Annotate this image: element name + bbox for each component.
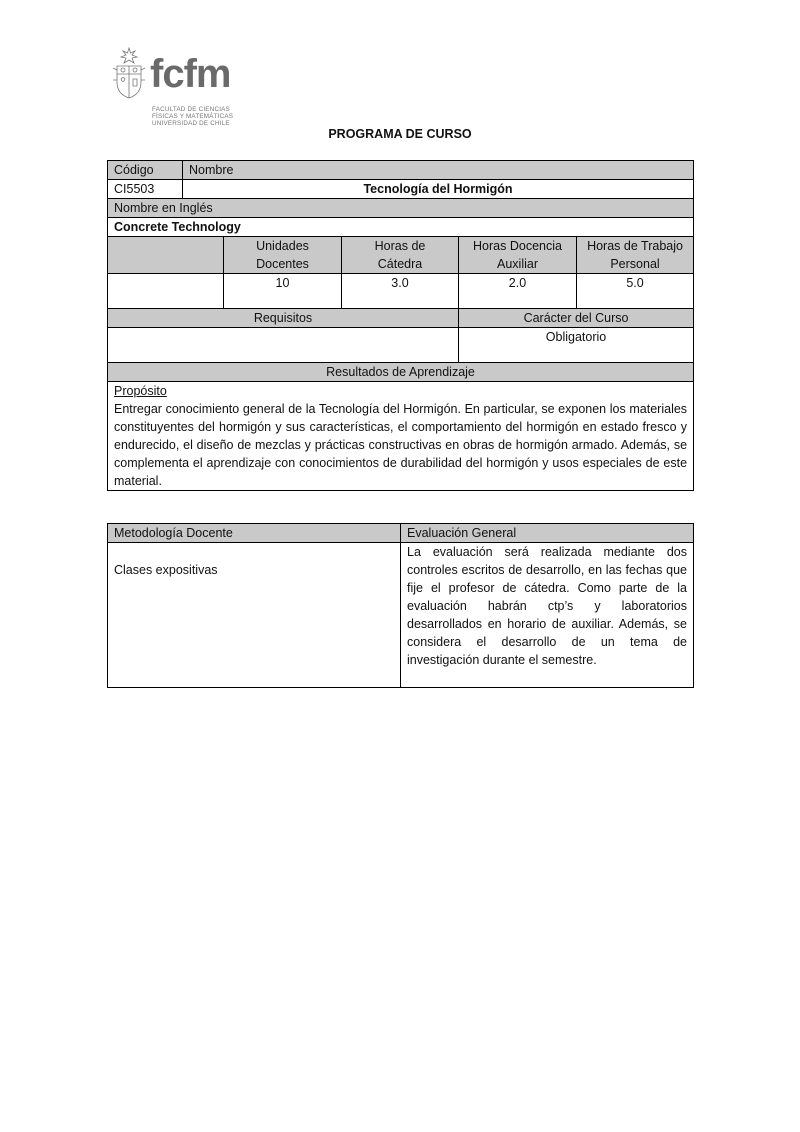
horas-personal-header: Horas de Trabajo Personal (577, 237, 694, 274)
horas-catedra-value: 3.0 (342, 274, 459, 309)
fcfm-logo (112, 46, 252, 130)
horas-catedra-header: Horas de Cátedra (342, 237, 459, 274)
horas-auxiliar-header: Horas Docencia Auxiliar (459, 237, 577, 274)
caracter-label: Carácter del Curso (459, 309, 694, 328)
methodology-table (107, 523, 694, 688)
page-title: PROGRAMA DE CURSO (328, 127, 472, 141)
metodologia-label: Metodología Docente (108, 524, 401, 543)
university-crest-icon (112, 46, 146, 100)
logo-subtitle: FACULTAD DE CIENCIAS FÍSICAS Y MATEMÁTICAS UNIVERSIDAD DE CHILE (152, 106, 234, 127)
english-name-label: Nombre en Inglés (108, 199, 694, 218)
proposito-cell (108, 382, 694, 491)
metodologia-value: Clases expositivas (108, 543, 401, 688)
codigo-label: Código (108, 161, 183, 180)
requisitos-label: Requisitos (108, 309, 459, 328)
unidades-docentes-value: 10 (224, 274, 342, 309)
logo-wordmark: fcfm (150, 52, 231, 96)
english-name: Concrete Technology (108, 218, 694, 237)
resultados-label: Resultados de Aprendizaje (108, 363, 694, 382)
evaluacion-value: La evaluación será realizada mediante dos controles escritos de desarrollo, en las fechas que fije el profesor de cátedra. Como parte de la evaluación habrán ctp’s y laboratorios desarrollados en horario de auxiliar. Además, se considera el desarrollo de un tema de investigación durante el semestre. (401, 543, 694, 688)
course-info-table (107, 160, 694, 491)
horas-personal-value: 5.0 (577, 274, 694, 309)
hours-header-blank (108, 237, 224, 274)
unidades-docentes-header: Unidades Docentes (224, 237, 342, 274)
caracter-value: Obligatorio (459, 328, 694, 363)
nombre-label: Nombre (183, 161, 694, 180)
evaluacion-label: Evaluación General (401, 524, 694, 543)
course-code: CI5503 (108, 180, 183, 199)
horas-auxiliar-value: 2.0 (459, 274, 577, 309)
proposito-text: Entregar conocimiento general de la Tecnología del Hormigón. En particular, se exponen los materiales constituyentes del hormigón y sus características, el comportamiento del hormigón en estado fresco y endurecido, el diseño de mezclas y prácticas constructivas en obras de hormigón armado. Además, se complementa el aprendizaje con conocimientos de durabilidad del hormigón y usos especiales de este material. (114, 402, 688, 488)
hours-value-blank (108, 274, 224, 309)
course-name: Tecnología del Hormigón (183, 180, 694, 199)
requisitos-value (108, 328, 459, 363)
proposito-label: Propósito (114, 384, 167, 398)
